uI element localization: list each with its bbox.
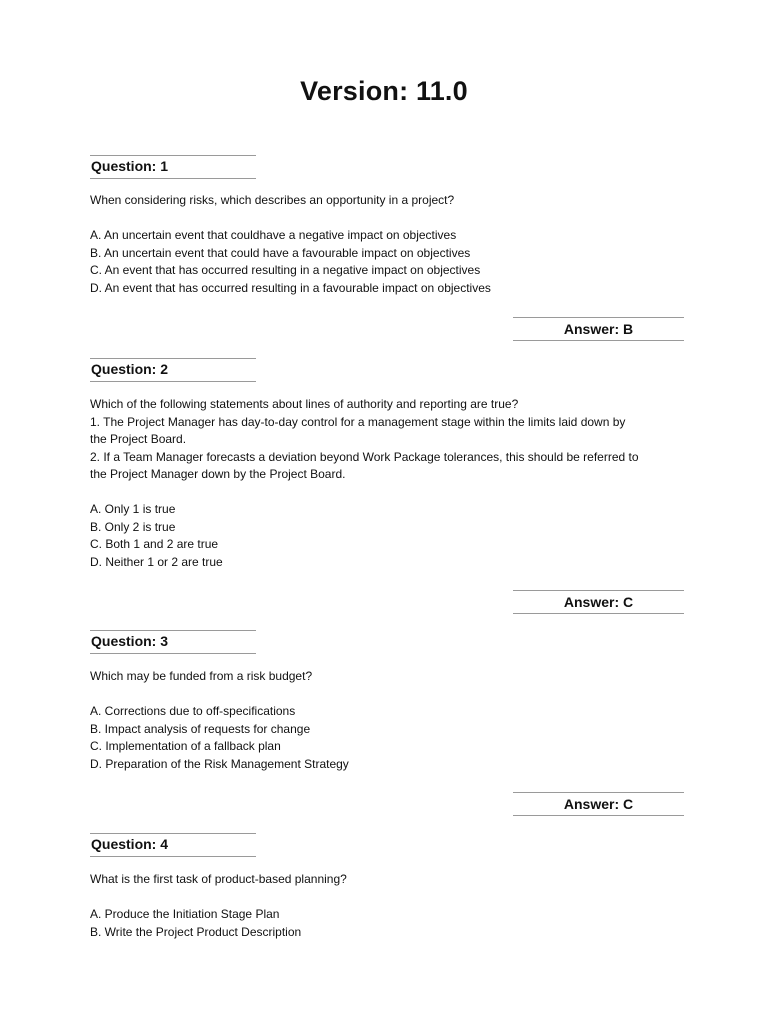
question-1-option-a: A. An uncertain event that couldhave a negative impact on objectives: [90, 228, 457, 242]
question-4-prompt: What is the first task of product-based planning?: [90, 872, 347, 886]
question-4-body: [90, 871, 682, 941]
page-title: Version: 11.0: [300, 76, 468, 106]
question-2-option-b: B. Only 2 is true: [90, 519, 176, 534]
question-2-option-c: C. Both 1 and 2 are true: [90, 537, 219, 551]
question-1-option-c: C. An event that has occurred resulting in a negative impact on objectives: [90, 263, 481, 277]
question-1-header: Question: 1: [90, 155, 256, 179]
question-1-body: [90, 192, 682, 297]
question-2-prompt-line-5: the Project Manager down by the Project Board.: [90, 467, 346, 481]
question-3-answer: Answer: C: [513, 792, 684, 816]
question-2-prompt-line-2: 1. The Project Manager has day-to-day control for a management stage within the limits laid down by: [90, 414, 626, 429]
question-3-prompt: Which may be funded from a risk budget?: [90, 669, 313, 683]
question-4-option-a: A. Produce the Initiation Stage Plan: [90, 907, 280, 921]
question-2-body: [90, 396, 682, 571]
question-2-prompt-line-1: Which of the following statements about lines of authority and reporting are true?: [90, 397, 519, 411]
question-2-prompt-line-4: 2. If a Team Manager forecasts a deviation beyond Work Package tolerances, this should be referred to: [90, 449, 639, 464]
question-3-body: [90, 668, 682, 773]
question-4-header: Question: 4: [90, 833, 256, 857]
question-1-prompt: When considering risks, which describes an opportunity in a project?: [90, 193, 455, 207]
question-1-option-d: D. An event that has occurred resulting in a favourable impact on objectives: [90, 280, 491, 295]
question-3-option-b: B. Impact analysis of requests for change: [90, 721, 311, 736]
question-2-header: Question: 2: [90, 358, 256, 382]
question-1-answer: Answer: B: [513, 317, 684, 341]
question-4-option-b: B. Write the Project Product Description: [90, 924, 302, 939]
question-3-option-d: D. Preparation of the Risk Management Strategy: [90, 756, 349, 771]
question-2-option-a: A. Only 1 is true: [90, 502, 176, 516]
question-2-prompt-line-3: the Project Board.: [90, 432, 187, 446]
question-2-answer: Answer: C: [513, 590, 684, 614]
question-3-header: Question: 3: [90, 630, 256, 654]
question-3-option-a: A. Corrections due to off-specifications: [90, 704, 296, 718]
question-3-option-c: C. Implementation of a fallback plan: [90, 739, 281, 753]
question-2-option-d: D. Neither 1 or 2 are true: [90, 554, 223, 569]
question-1-option-b: B. An uncertain event that could have a favourable impact on objectives: [90, 245, 471, 260]
